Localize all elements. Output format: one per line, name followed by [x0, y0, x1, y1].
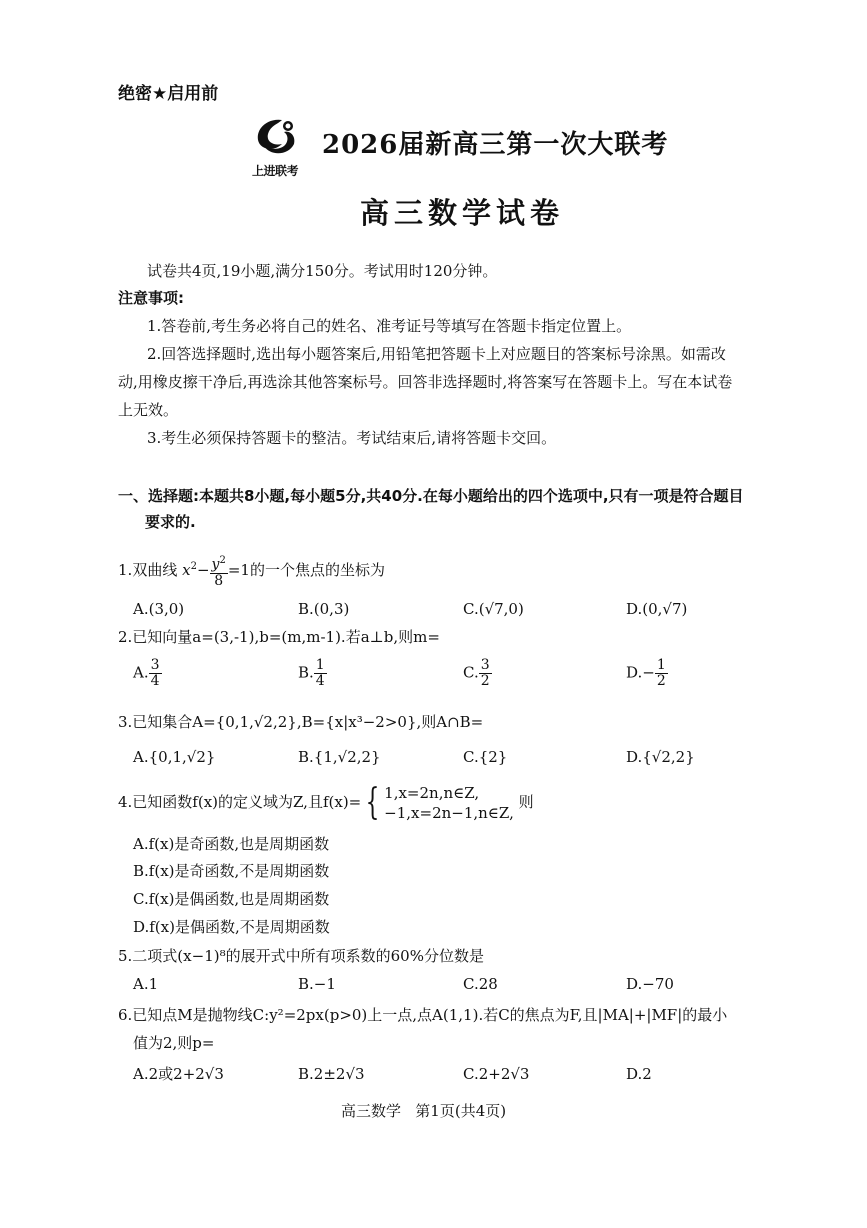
question-1-option-b: B.(0,3): [298, 600, 350, 618]
fraction-denominator: 2: [480, 673, 490, 689]
question-6-stem-line-1: 6.已知点M是抛物线C:y²=2px(p>0)上一点,点A(1,1).若C的焦点为F,且|MA|+|MF|的最小: [118, 1006, 728, 1024]
question-3-option-c: C.{2}: [463, 748, 508, 766]
paper-summary: 试卷共4页,19小题,满分150分。考试用时120分钟。: [147, 262, 498, 280]
page-footer: 高三数学 第1页(共4页): [341, 1102, 507, 1120]
fraction-denominator: 4: [150, 673, 160, 689]
question-1-stem: [118, 553, 385, 589]
fraction-denominator: 4: [315, 673, 325, 689]
option-label: A.: [133, 663, 149, 682]
question-4-stem-prefix: 4.已知函数f(x)的定义域为Z,且f(x)=: [118, 793, 362, 811]
question-6-option-a: A.2或2+2√3: [133, 1065, 224, 1083]
question-2-option-a: [133, 658, 162, 689]
confidential-label: 绝密★启用前: [118, 84, 219, 104]
fraction-denominator: 2: [656, 673, 666, 689]
question-5-option-a: A.1: [133, 975, 159, 993]
option-label: D.−: [626, 663, 655, 682]
hyperbola-formula: $x^2-$ $\frac{y^2}{8}$: [182, 555, 226, 589]
question-3-option-b: B.{1,√2,2}: [298, 748, 381, 766]
question-5-stem: 5.二项式(x−1)⁸的展开式中所有项系数的60%分位数是: [118, 947, 484, 965]
question-1-option-c: C.(√7,0): [463, 600, 524, 618]
question-2-stem: 2.已知向量a=(3,-1),b=(m,m-1).若a⊥b,则m=: [118, 628, 440, 646]
question-6-option-c: C.2+2√3: [463, 1065, 530, 1083]
fraction-numerator: 3: [480, 657, 490, 673]
question-4-option-a: A.f(x)是奇函数,也是周期函数: [133, 835, 330, 853]
fraction-numerator: 1: [315, 657, 325, 673]
question-1-number: 1.: [118, 560, 133, 579]
piecewise-case-1: 1,x=2n,n∈Z,: [384, 784, 480, 802]
question-2-option-d: [626, 658, 668, 689]
question-4-option-c: C.f(x)是偶函数,也是周期函数: [133, 890, 330, 908]
subject-title: 高三数学试卷: [360, 196, 565, 230]
question-2-option-b: [298, 658, 327, 689]
question-6-option-d: D.2: [626, 1065, 652, 1083]
question-3-stem: 3.已知集合A={0,1,√2,2},B={x|x³−2>0},则A∩B=: [118, 713, 484, 731]
note-2-line-2: 动,用橡皮擦干净后,再选涂其他答案标号。回答非选择题时,将答案写在答题卡上。写在本试卷: [118, 373, 733, 391]
question-3-option-d: D.{√2,2}: [626, 748, 695, 766]
question-5-option-d: D.−70: [626, 975, 674, 993]
section-1-heading: 一、选择题:本题共8小题,每小题5分,共40分.在每小题给出的四个选项中,只有一项是符合题目: [118, 487, 744, 505]
piecewise-brace: {: [365, 782, 380, 823]
question-1-option-d: D.(0,√7): [626, 600, 688, 618]
section-1-heading-cont: 要求的.: [145, 513, 196, 531]
exam-title: 2026届新高三第一次大联考: [322, 130, 669, 160]
note-1: 1.答卷前,考生务必将自己的姓名、准考证号等填写在答题卡指定位置上。: [147, 317, 632, 335]
note-2-line-1: 2.回答选择题时,选出每小题答案后,用铅笔把答题卡上对应题目的答案标号涂黑。如需改: [147, 345, 726, 363]
question-1-option-a: A.(3,0): [133, 600, 185, 618]
question-4-stem-suffix: 则: [518, 793, 534, 811]
question-6-stem-line-2: 值为2,则p=: [133, 1034, 215, 1052]
logo-text: 上进联考: [251, 164, 298, 178]
option-label: C.: [463, 663, 479, 682]
note-2-line-3: 上无效。: [118, 401, 179, 419]
option-label: B.: [298, 663, 314, 682]
question-4-option-d: D.f(x)是偶函数,不是周期函数: [133, 918, 330, 936]
logo-swirl-icon: [244, 116, 306, 160]
piecewise-case-2: −1,x=2n−1,n∈Z,: [384, 804, 514, 822]
fraction-numerator: 3: [150, 657, 160, 673]
fraction-numerator: 1: [656, 657, 666, 673]
question-3-option-a: A.{0,1,√2}: [133, 748, 216, 766]
question-5-option-c: C.28: [463, 975, 498, 993]
piecewise-cases: [384, 783, 514, 823]
note-3: 3.考生必须保持答题卡的整洁。考试结束后,请将答题卡交回。: [147, 429, 557, 447]
question-2-option-c: [463, 658, 492, 689]
publisher-logo: [244, 116, 306, 182]
question-4-option-b: B.f(x)是奇函数,不是周期函数: [133, 862, 330, 880]
question-1-stem-suffix: =1的一个焦点的坐标为: [227, 560, 385, 579]
question-6-option-b: B.2±2√3: [298, 1065, 365, 1083]
question-5-option-b: B.−1: [298, 975, 336, 993]
question-4-stem: [118, 783, 534, 823]
notes-title: 注意事项:: [118, 289, 184, 307]
question-1-stem-prefix: 双曲线: [132, 560, 178, 579]
